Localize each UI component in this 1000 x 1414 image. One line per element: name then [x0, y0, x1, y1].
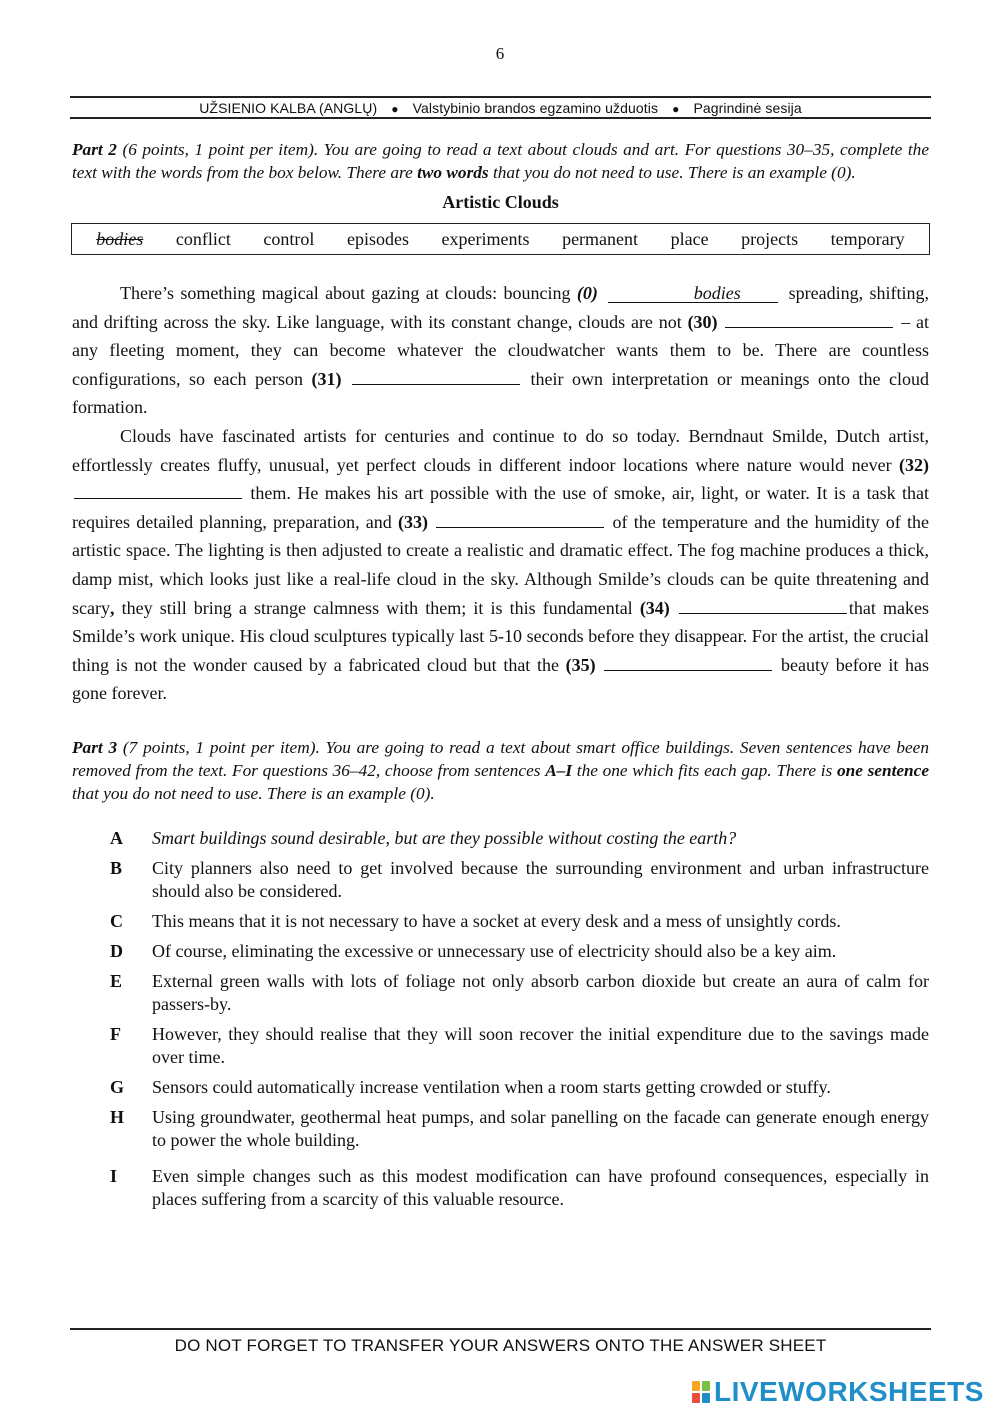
liveworksheets-logo-icon	[692, 1381, 710, 1403]
liveworksheets-logo-text: LIVEWORKSHEETS	[714, 1376, 984, 1407]
cloud-passage	[72, 279, 929, 708]
answer-gap-33[interactable]	[436, 511, 604, 528]
sentence-letter: B	[110, 857, 123, 878]
word-box-item: control	[263, 228, 315, 249]
word-box-item: experiments	[441, 228, 530, 249]
answer-gap-30[interactable]	[725, 311, 893, 328]
part3-section	[72, 736, 929, 1211]
sentence-letter: A	[110, 827, 123, 848]
sentence-letter: C	[110, 910, 123, 931]
sentence-option-b	[72, 857, 929, 903]
sentence-text: Sensors could automatically increase ventilation when a room starts getting crowded or stuffy.	[152, 1076, 831, 1097]
question-number: (32)	[899, 454, 930, 475]
bullet-icon: ●	[391, 102, 399, 116]
word-box-item: temporary	[830, 228, 905, 249]
sentence-letter: I	[110, 1165, 118, 1186]
header-subject: UŽSIENIO KALBA (ANGLŲ)	[199, 100, 378, 116]
sentence-option-c	[72, 910, 929, 933]
sentence-text: Even simple changes such as this modest modification can have profound consequences, especially in places suffering from a scarcity of this valuable resource.	[152, 1165, 929, 1209]
question-number: (35)	[565, 654, 596, 675]
question-number: (30)	[687, 311, 718, 332]
exam-header	[70, 96, 931, 119]
question-number: (33)	[398, 511, 429, 532]
word-box-item: conflict	[175, 228, 231, 249]
sentence-letter: D	[110, 940, 123, 961]
part3-instructions: Part 3 (7 points, 1 point per item). You are going to read a text about smart office buildings. Seven sentences have been removed from the text. For questions 36–42, choose from sentences A–I the one which fits each gap. There is one sentence that you do not need to use. There is an example (0).	[72, 737, 930, 803]
question-number: (34)	[639, 597, 670, 618]
header-text	[70, 98, 931, 117]
footer-reminder: DO NOT FORGET TO TRANSFER YOUR ANSWERS ONTO THE ANSWER SHEET	[174, 1336, 827, 1355]
example-answer: bodies	[608, 284, 778, 303]
liveworksheets-logo	[692, 1376, 984, 1408]
part2-label: Part 2	[72, 140, 117, 159]
passage-paragraph: There’s something magical about gazing at clouds: bouncing (0) bodies spreading, shifting, and drifting across the sky. Like language, with its constant change, clouds are not (30) – at any fleeting moment, they can become whatever the cloudwatcher wants them to be. There are countless configurations, so each person (31) their own interpretation or meanings onto the cloud formation.	[72, 283, 930, 418]
passage-title: Artistic Clouds	[442, 192, 559, 212]
sentence-list	[72, 827, 929, 1211]
question-number: (31)	[311, 368, 342, 389]
sentence-option-a	[72, 827, 929, 850]
page-content	[72, 138, 929, 1218]
example-label: (0)	[576, 283, 598, 303]
sentence-option-g	[72, 1076, 929, 1099]
word-box	[71, 223, 930, 255]
sentence-letter: G	[110, 1076, 125, 1097]
sentence-option-h	[72, 1106, 929, 1152]
sentence-text: Using groundwater, geothermal heat pumps, and solar panelling on the facade can generate enough energy to power the whole building.	[152, 1106, 929, 1150]
header-session: Pagrindinė sesija	[693, 100, 802, 116]
part2-instructions: Part 2 (6 points, 1 point per item). You are going to read a text about clouds and art. For questions 30–35, complete the text with the words from the box below. There are two words that you do not need to use. There is an example (0).	[72, 140, 929, 182]
sentence-text: However, they should realise that they will soon recover the initial expenditure due to the savings made over time.	[152, 1023, 929, 1067]
part2-emphasis: two words	[417, 163, 489, 182]
sentence-option-i	[72, 1165, 929, 1211]
answer-gap-34[interactable]	[679, 597, 847, 614]
sentence-letter: H	[110, 1106, 125, 1127]
page-number: 6	[495, 44, 505, 63]
answer-gap-35[interactable]	[604, 654, 772, 671]
bullet-icon: ●	[672, 102, 680, 116]
word-box-item: place	[670, 228, 709, 249]
sentence-text: Smart buildings sound desirable, but are they possible without costing the earth?	[152, 827, 737, 848]
sentence-text: City planners also need to get involved because the surrounding environment and urban infrastructure should also be considered.	[152, 857, 929, 901]
header-bottom-rule	[70, 117, 931, 119]
page-footer	[70, 1328, 931, 1356]
sentence-text: This means that it is not necessary to have a socket at every desk and a mess of unsightly cords.	[152, 910, 841, 931]
word-box-item-example: bodies	[96, 228, 144, 249]
part3-emphasis: one sentence	[836, 760, 930, 780]
sentence-letter: F	[110, 1023, 121, 1044]
sentence-text: External green walls with lots of foliage not only absorb carbon dioxide but create an aura of calm for passers-by.	[152, 970, 929, 1014]
sentence-option-e	[72, 970, 929, 1016]
sentence-text: Of course, eliminating the excessive or unnecessary use of electricity should also be a key aim.	[152, 940, 837, 961]
passage-paragraph: Clouds have fascinated artists for centuries and continue to do so today. Berndnaut Smilde, Dutch artist, effortlessly creates fluffy, unusual, yet perfect clouds in different indoor locations where nature would never (32) them. He makes his art possible with the use of smoke, air, light, or water. It is a task that requires detailed planning, preparation, and (33) of the temperature and the humidity of the artistic space. The lighting is then adjusted to create a realistic and dramatic effect. The fog machine produces a thick, damp mist, which looks just like a real-life cloud in the sky. Although Smilde’s clouds can be quite threatening and scary, they still bring a strange calmness with them; it is this fundamental (34) that makes Smilde’s work unique. His cloud sculptures typically last 5-10 seconds before they disappear. For the artist, the crucial thing is not the wonder caused by a fabricated cloud but that the (35) beauty before it has gone forever.	[72, 425, 930, 704]
sentence-letter: E	[110, 970, 123, 991]
answer-gap-32[interactable]	[74, 482, 242, 499]
word-box-item: episodes	[346, 228, 409, 249]
footer-rule	[70, 1328, 931, 1330]
header-exam-type: Valstybinio brandos egzamino užduotis	[412, 100, 659, 116]
part3-label: Part 3	[72, 737, 118, 757]
sentence-option-d	[72, 940, 929, 963]
answer-gap-31[interactable]	[352, 368, 520, 385]
sentence-option-f	[72, 1023, 929, 1069]
word-box-item: projects	[741, 228, 799, 249]
word-box-item: permanent	[562, 228, 639, 249]
